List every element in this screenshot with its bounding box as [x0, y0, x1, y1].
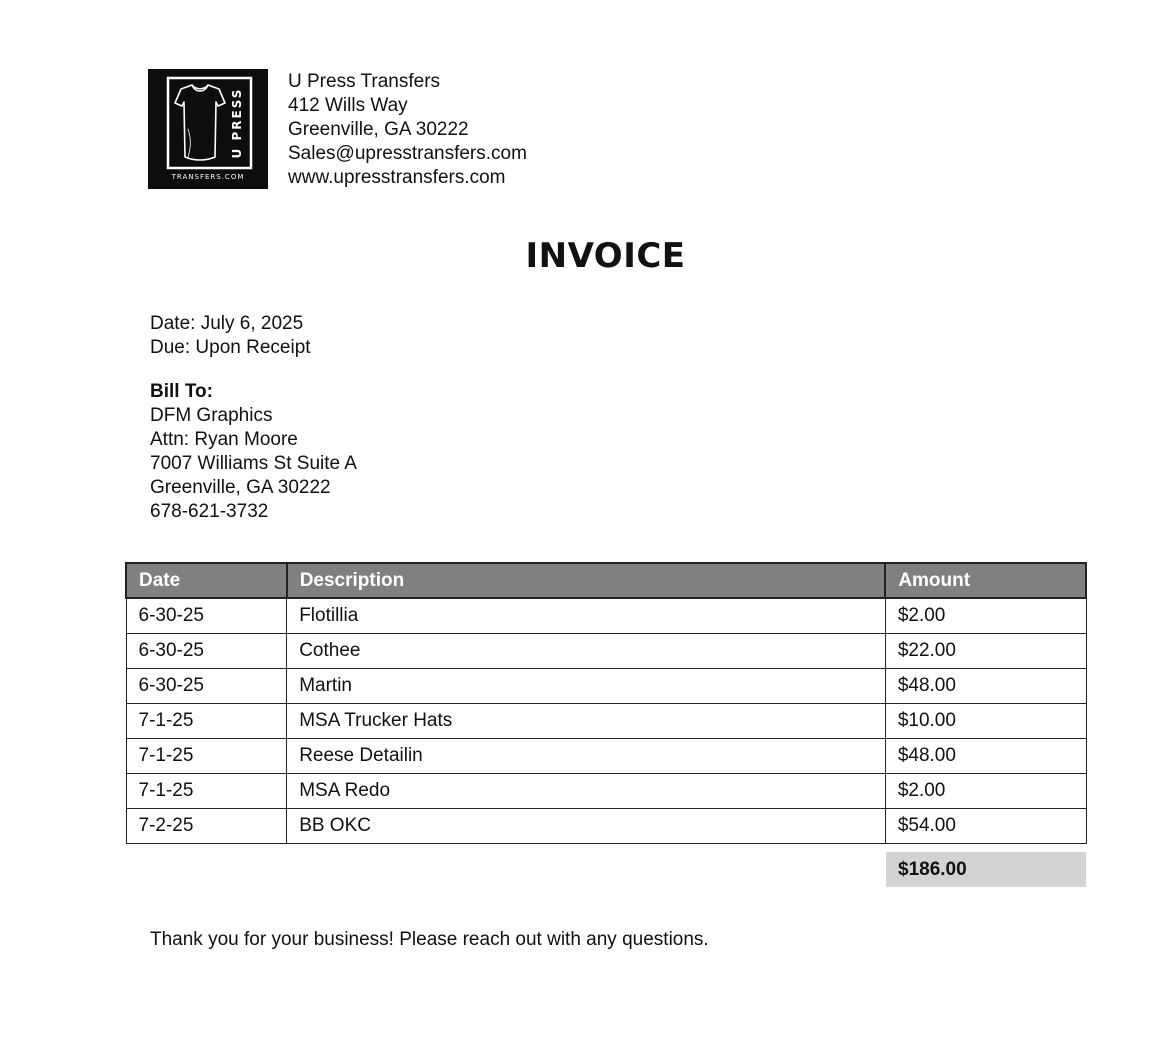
table-row — [126, 598, 1086, 633]
line-items-table — [125, 562, 1087, 844]
company-logo — [148, 69, 268, 189]
row-amount: $22.00 — [885, 633, 1086, 668]
row-description: Martin — [287, 668, 886, 703]
tshirt-icon — [175, 85, 225, 160]
bill-to-block — [150, 380, 357, 524]
bill-to-label: Bill To: — [150, 381, 213, 402]
bill-to-street: 7007 Williams St Suite A — [150, 453, 357, 474]
logo-bottom-text: TRANSFERS.COM — [171, 173, 245, 181]
row-description: BB OKC — [287, 808, 886, 843]
company-name: U Press Transfers — [288, 71, 441, 92]
row-amount: $2.00 — [885, 773, 1086, 808]
row-description: Flotillia — [287, 598, 886, 633]
bill-to-attn: Attn: Ryan Moore — [150, 429, 298, 450]
column-header-description: Description — [287, 563, 886, 598]
logo-graphic — [148, 69, 268, 189]
table-header-row — [126, 563, 1086, 598]
row-amount: $10.00 — [885, 703, 1086, 738]
logo-vertical-text: U PRESS — [230, 87, 244, 159]
row-amount: $48.00 — [885, 738, 1086, 773]
row-date: 7-1-25 — [126, 703, 287, 738]
invoice-total: $186.00 — [886, 852, 1086, 887]
row-amount: $54.00 — [885, 808, 1086, 843]
column-header-date: Date — [126, 563, 287, 598]
column-header-amount: Amount — [885, 563, 1086, 598]
row-amount: $2.00 — [885, 598, 1086, 633]
thank-you-note: Thank you for your business! Please reach out with any questions. — [150, 929, 709, 950]
table-row — [126, 738, 1086, 773]
company-city-state-zip: Greenville, GA 30222 — [288, 119, 469, 140]
table-row — [126, 808, 1086, 843]
bill-to-name: DFM Graphics — [150, 405, 273, 426]
table-row — [126, 668, 1086, 703]
company-email: Sales@upresstransfers.com — [288, 143, 527, 164]
table-row — [126, 633, 1086, 668]
invoice-due: Due: Upon Receipt — [150, 337, 311, 358]
company-street: 412 Wills Way — [288, 95, 408, 116]
company-website: www.upresstransfers.com — [288, 167, 506, 188]
bill-to-phone: 678-621-3732 — [150, 501, 269, 522]
row-date: 6-30-25 — [126, 598, 287, 633]
table-row — [126, 773, 1086, 808]
invoice-meta — [150, 312, 311, 360]
row-amount: $48.00 — [885, 668, 1086, 703]
company-info — [288, 70, 527, 190]
row-description: MSA Redo — [287, 773, 886, 808]
row-date: 7-1-25 — [126, 773, 287, 808]
invoice-date: Date: July 6, 2025 — [150, 313, 304, 334]
row-date: 6-30-25 — [126, 668, 287, 703]
row-description: MSA Trucker Hats — [287, 703, 886, 738]
table-row — [126, 703, 1086, 738]
row-date: 6-30-25 — [126, 633, 287, 668]
row-date: 7-2-25 — [126, 808, 287, 843]
invoice-title: INVOICE — [525, 236, 686, 276]
row-date: 7-1-25 — [126, 738, 287, 773]
row-description: Cothee — [287, 633, 886, 668]
row-description: Reese Detailin — [287, 738, 886, 773]
bill-to-city-state-zip: Greenville, GA 30222 — [150, 477, 331, 498]
